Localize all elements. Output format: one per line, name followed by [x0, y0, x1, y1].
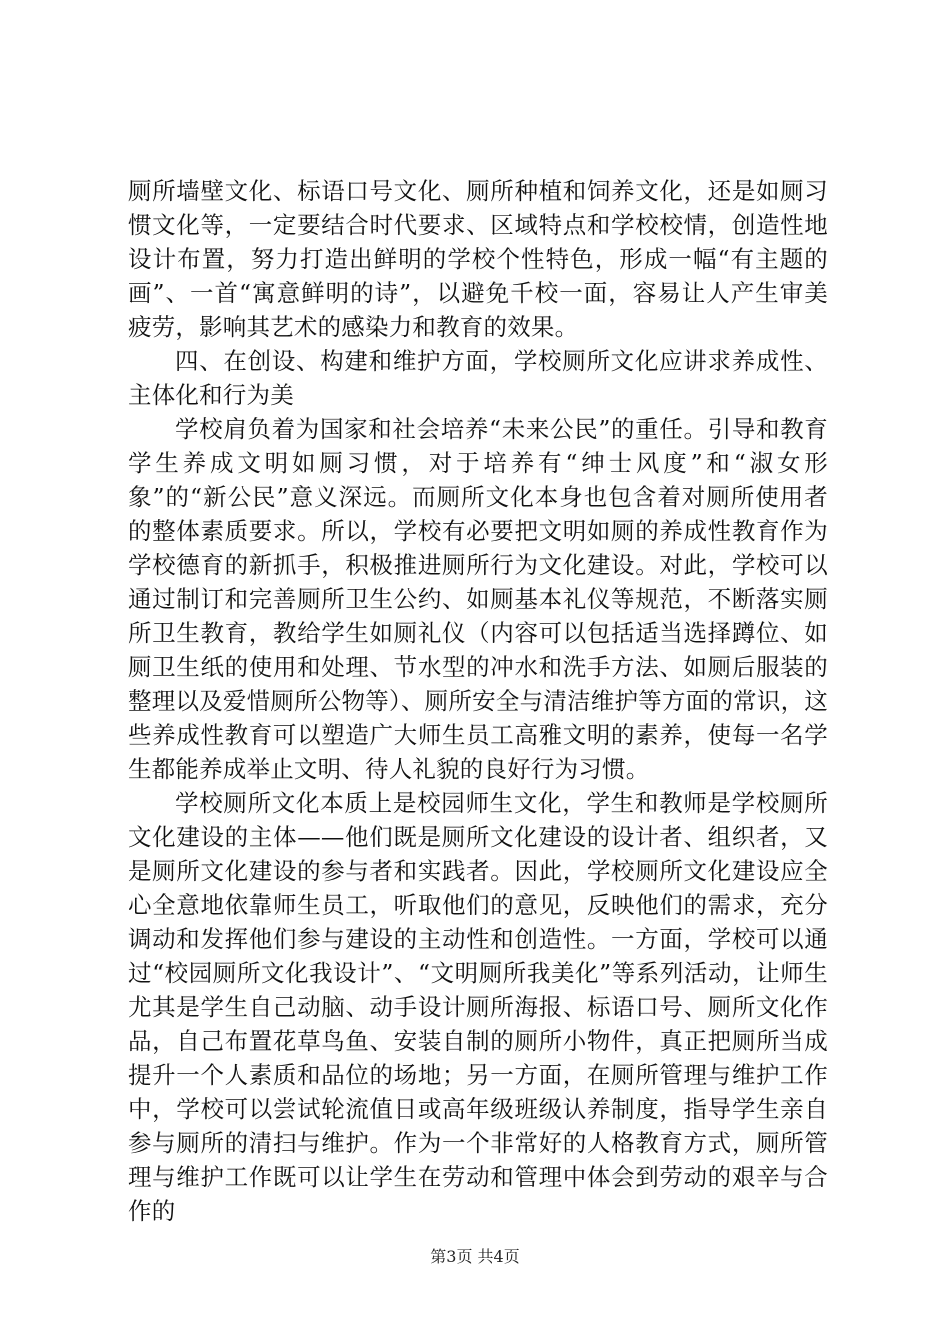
document-body [128, 174, 828, 1228]
section-heading: 四、在创设、构建和维护方面，学校厕所文化应讲求养成性、主体化和行为美 [128, 347, 828, 409]
paragraph: 厕所墙壁文化、标语口号文化、厕所种植和饲养文化，还是如厕习惯文化等，一定要结合时代要求、区域特点和学校校情，创造性地设计布置，努力打造出鲜明的学校个性特色，形成一幅“有主题的画”、一首“寓意鲜明的诗”，以避免千校一面，容易让人产生审美疲劳，影响其艺术的感染力和教育的效果。 [128, 177, 828, 341]
paragraph: 学校肩负着为国家和社会培养“未来公民”的重任。引导和教育学生养成文明如厕习惯，对于培养有“绅士风度”和“淑女形象”的“新公民”意义深远。而厕所文化本身也包含着对厕所使用者的整体素质要求。所以，学校有必要把文明如厕的养成性教育作为学校德育的新抓手，积极推进厕所行为文化建设。对此，学校可以通过制订和完善厕所卫生公约、如厕基本礼仪等规范，不断落实厕所卫生教育，教给学生如厕礼仪（内容可以包括适当选择蹲位、如厕卫生纸的使用和处理、节水型的冲水和洗手方法、如厕后服装的整理以及爱惜厕所公物等）、厕所安全与清洁维护等方面的常识，这些养成性教育可以塑造广大师生员工高雅文明的素养，使每一名学生都能养成举止文明、待人礼貌的良好行为习惯。 [128, 415, 828, 783]
page-footer [0, 1244, 950, 1267]
paragraph: 学校厕所文化本质上是校园师生文化，学生和教师是学校厕所文化建设的主体——他们既是厕所文化建设的设计者、组织者，又是厕所文化建设的参与者和实践者。因此，学校厕所文化建设应全心全意地依靠师生员工，听取他们的意见，反映他们的需求，充分调动和发挥他们参与建设的主动性和创造性。一方面，学校可以通过“校园厕所文化我设计”、“文明厕所我美化”等系列活动，让师生尤其是学生自己动脑、动手设计厕所海报、标语口号、厕所文化作品，自己布置花草鸟鱼、安装自制的厕所小物件，真正把厕所当成提升一个人素质和品位的场地；另一方面，在厕所管理与维护工作中，学校可以尝试轮流值日或高年级班级认养制度，指导学生亲自参与厕所的清扫与维护。作为一个非常好的人格教育方式，厕所管理与维护工作既可以让学生在劳动和管理中体会到劳动的艰辛与合作的 [128, 789, 828, 1225]
page-number: 第3页 共4页 [430, 1247, 520, 1266]
